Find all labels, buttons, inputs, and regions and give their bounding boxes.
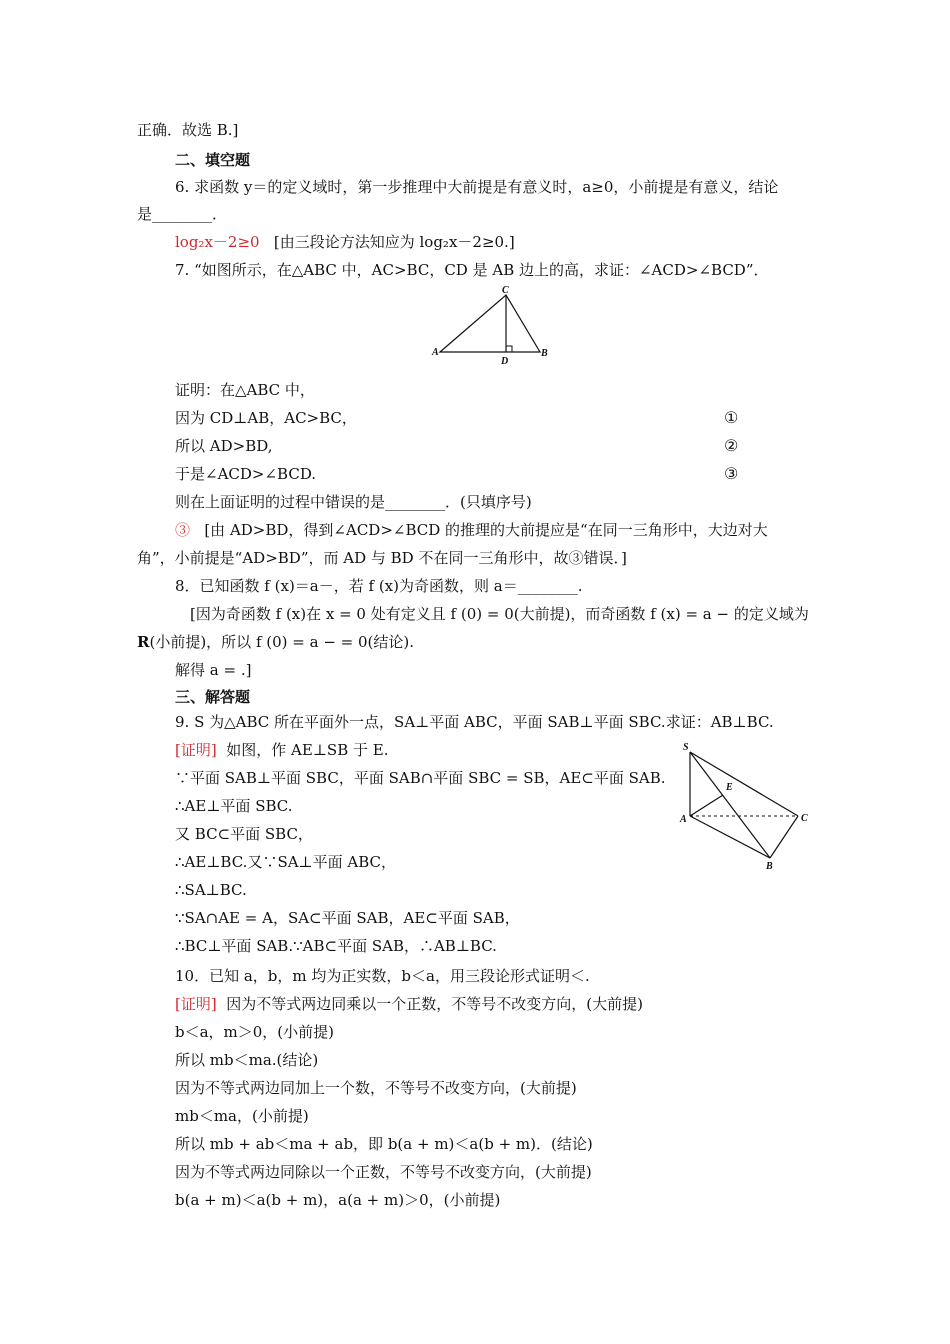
section-heading: 三、解答题 [175, 688, 251, 706]
label-d: D [501, 356, 509, 367]
proof-line: ∴AE⊥BC.又∵SA⊥平面 ABC， [175, 853, 397, 871]
proof-line: mb＜ma，(小前提) [175, 1107, 309, 1125]
proof-line: 所以 mb + ab＜ma + ab，即 b(a + m)＜a(b + m)．(结论) [175, 1135, 593, 1153]
proof-tag: [证明] [175, 741, 217, 759]
text-line: 是________． [137, 205, 228, 223]
text-line: [因为奇函数 f (x)在 x = 0 处有定义且 f (0) = 0(大前提)，而奇函数 f (x) = a − 的定义域为 [190, 605, 809, 623]
explanation: [由 AD>BD，得到∠ACD>∠BCD 的推理的大前提应是“在同一三角形中，大边对大 [204, 521, 768, 539]
set-r: R [137, 633, 150, 651]
proof-line: 所以 mb＜ma.(结论) [175, 1051, 319, 1069]
proof-line: 因为 CD⊥AB，AC>BC， [175, 409, 357, 427]
explanation: [由三段论方法知应为 log₂x－2≥0.] [273, 233, 515, 251]
pyramid-figure [678, 740, 818, 875]
proof-line: b＜a，m＞0，(小前提) [175, 1023, 335, 1041]
text-line: 角”，小前提是“AD>BD”，而 AD 与 BD 不在同一三角形中，故③错误．] [137, 549, 627, 567]
step-marker: ① [724, 408, 739, 427]
proof-line: ∴SA⊥BC. [175, 881, 247, 899]
text-line: 则在上面证明的过程中错误的是________．(只填序号) [175, 493, 532, 511]
triangle-figure [430, 285, 560, 370]
label-s: S [683, 742, 689, 753]
proof-line: b(a + m)＜a(b + m)，a(a + m)＞0，(小前提) [175, 1191, 501, 1209]
question-9: 9. S 为△ABC 所在平面外一点，SA⊥平面 ABC，平面 SAB⊥平面 SBC.求证：AB⊥BC. [175, 713, 774, 731]
label-e: E [726, 782, 733, 793]
text-line: 正确．故选 B.] [137, 121, 239, 139]
question-8: 8．已知函数 f (x)＝a－，若 f (x)为奇函数，则 a＝________. [175, 577, 583, 595]
proof-line: ∴AE⊥平面 SBC. [175, 797, 293, 815]
question-7: 7. “如图所示，在△ABC 中，AC>BC，CD 是 AB 边上的高，求证：∠ACD>∠BCD”． [175, 261, 769, 279]
answer: log₂x－2≥0 [175, 233, 260, 251]
text-line: 如图，作 AE⊥SB 于 E. [226, 741, 389, 759]
proof-line: ∵SA∩AE = A，SA⊂平面 SAB，AE⊂平面 SAB， [175, 909, 520, 927]
step-marker: ③ [724, 464, 739, 483]
answer: ③ [175, 521, 191, 539]
label-a: A [432, 347, 439, 358]
text-line: 因为不等式两边同乘以一个正数，不等号不改变方向，(大前提) [226, 995, 643, 1013]
proof-line: ∵平面 SAB⊥平面 SBC，平面 SAB∩平面 SBC = SB，AE⊂平面 SAB. [175, 769, 666, 787]
proof-line: ∴BC⊥平面 SAB.∵AB⊂平面 SAB，∴AB⊥BC. [175, 937, 497, 955]
proof-line: 因为不等式两边同除以一个正数，不等号不改变方向，(大前提) [175, 1163, 592, 1181]
proof-line: 证明：在△ABC 中， [175, 381, 315, 399]
proof-line: 所以 AD>BD, [175, 437, 273, 455]
proof-line: 又 BC⊂平面 SBC， [175, 825, 313, 843]
label-b: B [766, 861, 773, 872]
proof-line: 于是∠ACD>∠BCD. [175, 465, 317, 483]
proof-tag: [证明] [175, 995, 217, 1013]
label-c: C [502, 285, 509, 296]
label-b: B [541, 348, 548, 359]
proof-line: 因为不等式两边同加上一个数，不等号不改变方向，(大前提) [175, 1079, 577, 1097]
text-line: (小前提)，所以 f (0) = a − = 0(结论). [149, 633, 415, 651]
section-heading: 二、填空题 [175, 151, 251, 169]
text-line: 解得 a = .] [175, 661, 252, 679]
question-10: 10．已知 a，b，m 均为正实数，b＜a，用三段论形式证明＜. [175, 967, 590, 985]
label-a: A [680, 814, 687, 825]
label-c: C [801, 813, 808, 824]
step-marker: ② [724, 436, 739, 455]
question-6: 6. 求函数 y＝的定义域时，第一步推理中大前提是有意义时，a≥0，小前提是有意义，结论 [175, 178, 779, 196]
